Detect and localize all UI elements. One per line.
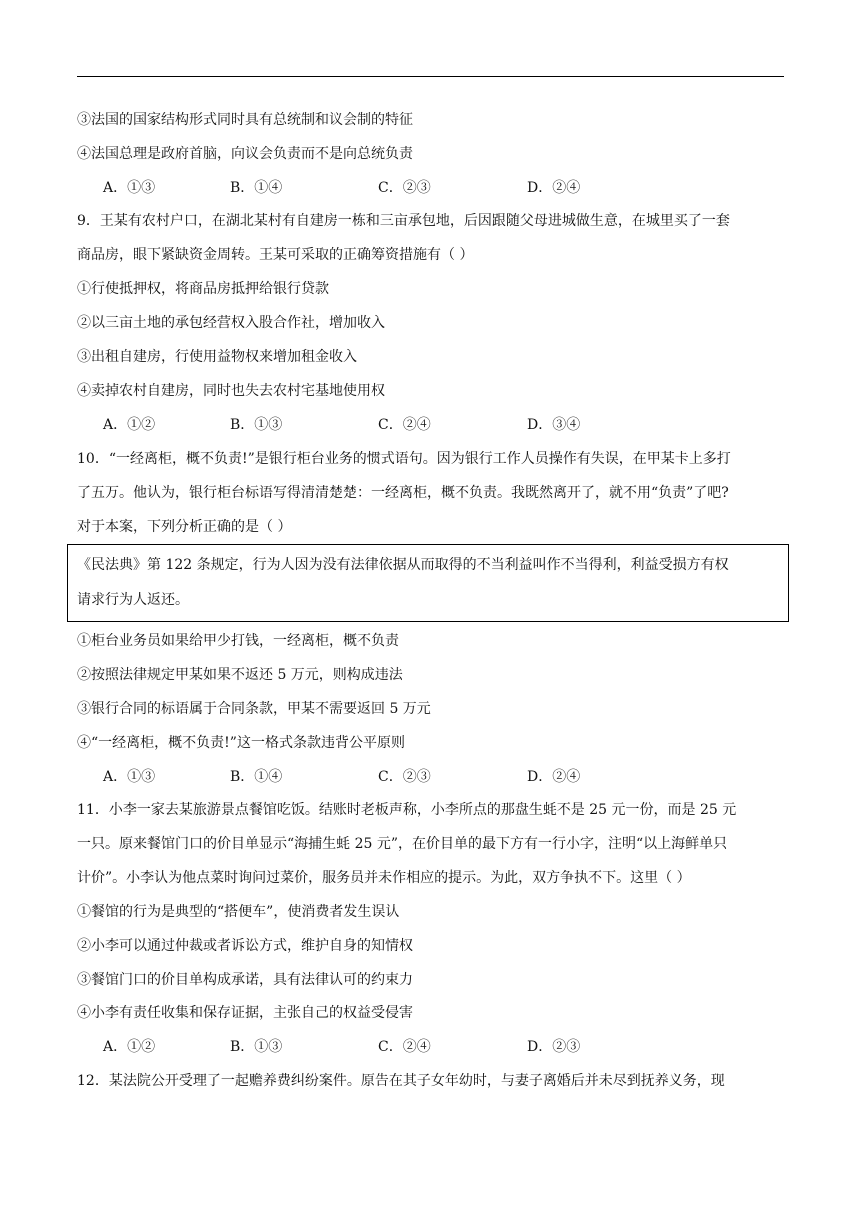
q11-option-c[interactable]: C．②④ bbox=[378, 1039, 431, 1055]
q11-option-b[interactable]: B．①③ bbox=[230, 1039, 283, 1055]
q10-option-d[interactable]: D．②④ bbox=[527, 769, 581, 785]
q8-option-a[interactable]: A．①③ bbox=[103, 180, 156, 196]
q9-item-1: ①行使抵押权，将商品房抵押给银行贷款 bbox=[77, 281, 329, 297]
q11-item-1: ①餐馆的行为是典型的“搭便车”，使消费者发生误认 bbox=[77, 904, 400, 920]
q10-stem-line-1: 10．“一经离柜，概不负责!”是银行柜台业务的惯式语句。因为银行工作人员操作有失误，在甲某卡上多打 bbox=[77, 451, 731, 467]
q11-stem-line-3: 计价”。小李认为他点菜时询问过菜价，服务员并未作相应的提示。为此，双方争执不下。这里（ ） bbox=[77, 870, 691, 886]
q9-option-c[interactable]: C．②④ bbox=[378, 417, 431, 433]
q8-option-d[interactable]: D．②④ bbox=[527, 180, 581, 196]
q9-option-d[interactable]: D．③④ bbox=[527, 417, 581, 433]
q10-stem-line-2: 了五万。他认为，银行柜台标语写得清清楚楚：一经离柜，概不负责。我既然离开了，就不用“负责”了吧? bbox=[77, 485, 729, 501]
q10-material-line-2: 请求行为人返还。 bbox=[77, 592, 189, 608]
q10-item-4: ④“一经离柜，概不负责!”这一格式条款违背公平原则 bbox=[77, 735, 405, 751]
q9-item-2: ②以三亩土地的承包经营权入股合作社，增加收入 bbox=[77, 315, 385, 331]
q10-stem-line-3: 对于本案，下列分析正确的是（ ） bbox=[77, 519, 292, 535]
q10-option-a[interactable]: A．①③ bbox=[103, 769, 156, 785]
q11-item-4: ④小李有责任收集和保存证据，主张自己的权益受侵害 bbox=[77, 1005, 413, 1021]
q10-item-2: ②按照法律规定甲某如果不返还 5 万元，则构成违法 bbox=[77, 667, 403, 683]
q9-stem-line-2: 商品房，眼下紧缺资金周转。王某可采取的正确筹资措施有（ ） bbox=[77, 247, 474, 263]
q8-option-b[interactable]: B．①④ bbox=[230, 180, 283, 196]
q9-option-b[interactable]: B．①③ bbox=[230, 417, 283, 433]
q8-item-4: ④法国总理是政府首脑，向议会负责而不是向总统负责 bbox=[77, 146, 413, 162]
q11-stem-line-1: 11．小李一家去某旅游景点餐馆吃饭。结账时老板声称，小李所点的那盘生蚝不是 25 元一份，而是 25 元 bbox=[77, 802, 737, 818]
q8-item-3: ③法国的国家结构形式同时具有总统制和议会制的特征 bbox=[77, 112, 413, 128]
q10-item-3: ③银行合同的标语属于合同条款，甲某不需要返回 5 万元 bbox=[77, 701, 431, 717]
q11-item-3: ③餐馆门口的价目单构成承诺，具有法律认可的约束力 bbox=[77, 972, 413, 988]
q11-stem-line-2: 一只。原来餐馆门口的价目单显示“海捕生蚝 25 元”，在价目单的最下方有一行小字，注明“以上海鲜单只 bbox=[77, 836, 728, 852]
q9-option-a[interactable]: A．①② bbox=[103, 417, 156, 433]
q9-item-4: ④卖掉农村自建房，同时也失去农村宅基地使用权 bbox=[77, 383, 385, 399]
q11-option-a[interactable]: A．①② bbox=[103, 1039, 156, 1055]
q11-option-d[interactable]: D．②③ bbox=[527, 1039, 581, 1055]
q10-option-c[interactable]: C．②③ bbox=[378, 769, 431, 785]
q10-material-line-1: 《民法典》第 122 条规定，行为人因为没有法律依据从而取得的不当利益叫作不当得利，利益受损方有权 bbox=[77, 557, 729, 573]
q10-option-b[interactable]: B．①④ bbox=[230, 769, 283, 785]
header-rule bbox=[77, 76, 784, 77]
q9-item-3: ③出租自建房，行使用益物权来增加租金收入 bbox=[77, 349, 357, 365]
q12-stem-line-1: 12．某法院公开受理了一起赡养费纠纷案件。原告在其子女年幼时，与妻子离婚后并未尽到抚养义务，现 bbox=[77, 1073, 725, 1089]
q8-option-c[interactable]: C．②③ bbox=[378, 180, 431, 196]
q11-item-2: ②小李可以通过仲裁或者诉讼方式，维护自身的知情权 bbox=[77, 938, 413, 954]
q10-item-1: ①柜台业务员如果给甲少打钱，一经离柜，概不负责 bbox=[77, 633, 399, 649]
q9-stem-line-1: 9．王某有农村户口，在湖北某村有自建房一栋和三亩承包地，后因跟随父母进城做生意，在城里买了一套 bbox=[77, 213, 730, 229]
